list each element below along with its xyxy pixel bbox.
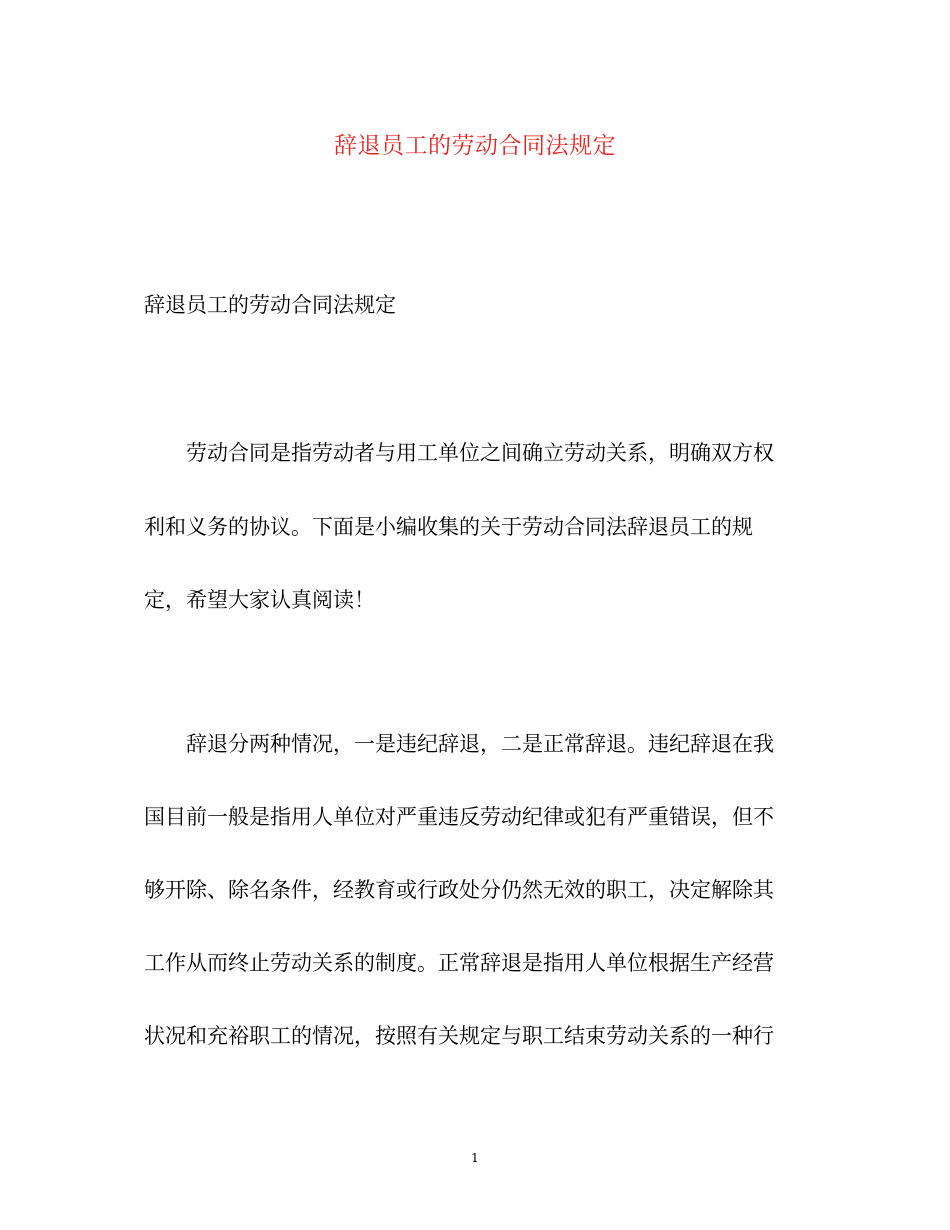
paragraph-line: 状况和充裕职工的情况，按照有关规定与职工结束劳动关系的一种行	[144, 1024, 774, 1048]
document-title: 辞退员工的劳动合同法规定	[334, 133, 616, 159]
paragraph-line: 定，希望大家认真阅读！	[144, 588, 375, 612]
paragraph-line: 利和义务的协议。下面是小编收集的关于劳动合同法辞退员工的规	[144, 515, 753, 539]
paragraph-line: 劳动合同是指劳动者与用工单位之间确立劳动关系，明确双方权	[186, 441, 774, 465]
page-number: 1	[471, 1151, 479, 1165]
paragraph-line: 辞退分两种情况，一是违纪辞退，二是正常辞退。违纪辞退在我	[186, 732, 774, 756]
document-subtitle: 辞退员工的劳动合同法规定	[144, 293, 396, 317]
paragraph-line: 工作从而终止劳动关系的制度。正常辞退是指用人单位根据生产经营	[144, 951, 774, 975]
paragraph-line: 够开除、除名条件，经教育或行政处分仍然无效的职工，决定解除其	[144, 878, 774, 902]
paragraph-line: 国目前一般是指用人单位对严重违反劳动纪律或犯有严重错误，但不	[144, 805, 774, 829]
